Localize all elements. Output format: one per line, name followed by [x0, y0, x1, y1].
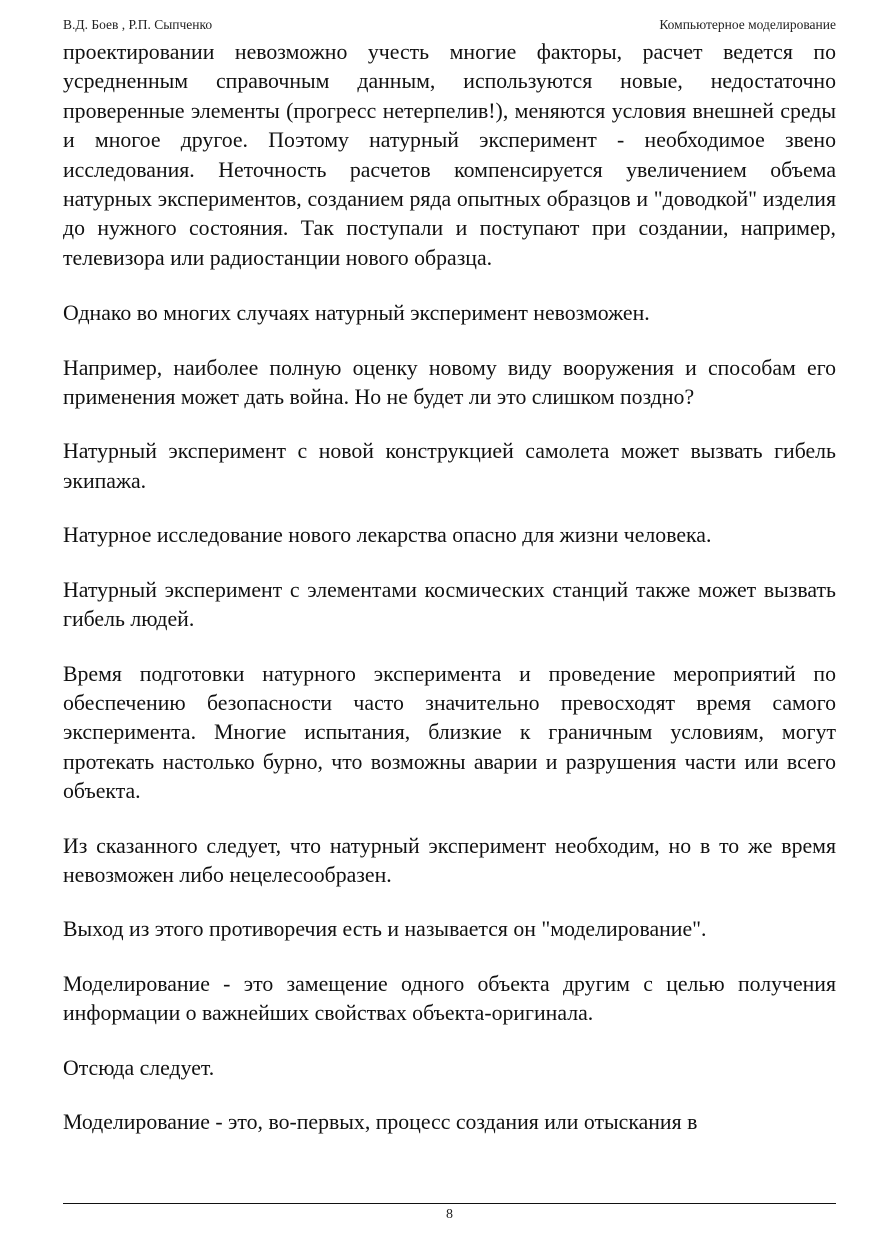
paragraph: Выход из этого противоречия есть и называется он "моделирование". — [63, 917, 707, 942]
page-footer — [63, 1206, 836, 1224]
running-header — [63, 16, 836, 34]
header-title: Компьютерное моделирование — [659, 17, 836, 32]
paragraph: Например, наиболее полную оценку новому виду вооружения и способам его применения может дать война. Но не будет ли это слишком поздно? — [63, 355, 836, 410]
body-text — [63, 38, 836, 1162]
paragraph: Время подготовки натурного эксперимента и проведение мероприятий по обеспечению безопасности часто значительно превосходят время самого эксперимента. Многие испытания, близкие к граничным условиям, могут протекать настолько бурно, что возможны аварии и разрушения части или всего объекта. — [63, 661, 836, 804]
paragraph: Моделирование - это замещение одного объекта другим с целью получения информации о важнейших свойствах объекта-оригинала. — [63, 971, 836, 1026]
paragraph: Из сказанного следует, что натурный эксперимент необходим, но в то же время невозможен либо нецелесообразен. — [63, 833, 836, 887]
footer-rule — [63, 1203, 836, 1204]
paragraph: Однако во многих случаях натурный эксперимент невозможен. — [63, 301, 650, 326]
paragraph-continued: проектировании невозможно учесть многие факторы, расчет ведется по усредненным справочным данным, используются новые, недостаточно проверенные элементы (прогресс нетерпелив!), меняются условия внешней среды и многое другое. Поэтому натурный эксперимент - необходимое звено исследования. Неточность расчетов компенсируется увеличением объема натурных экспериментов, созданием ряда опытных образцов и "доводкой" изделия до нужного состояния. Так поступали и поступают при создании, например, телевизора или радиостанции нового образца. — [63, 40, 836, 270]
paragraph: Натурный эксперимент с элементами космических станций также может вызвать гибель людей. — [63, 577, 836, 632]
paragraph-continues-next-page: Моделирование - это, во-первых, процесс создания или отыскания в — [63, 1109, 698, 1134]
paragraph: Отсюда следует. — [63, 1055, 215, 1080]
header-authors: В.Д. Боев , Р.П. Сыпченко — [63, 17, 213, 32]
paragraph: Натурный эксперимент с новой конструкцией самолета может вызвать гибель экипажа. — [63, 439, 836, 493]
document-page — [63, 0, 836, 1241]
paragraph: Натурное исследование нового лекарства опасно для жизни человека. — [63, 523, 712, 548]
page-number: 8 — [446, 1207, 453, 1222]
